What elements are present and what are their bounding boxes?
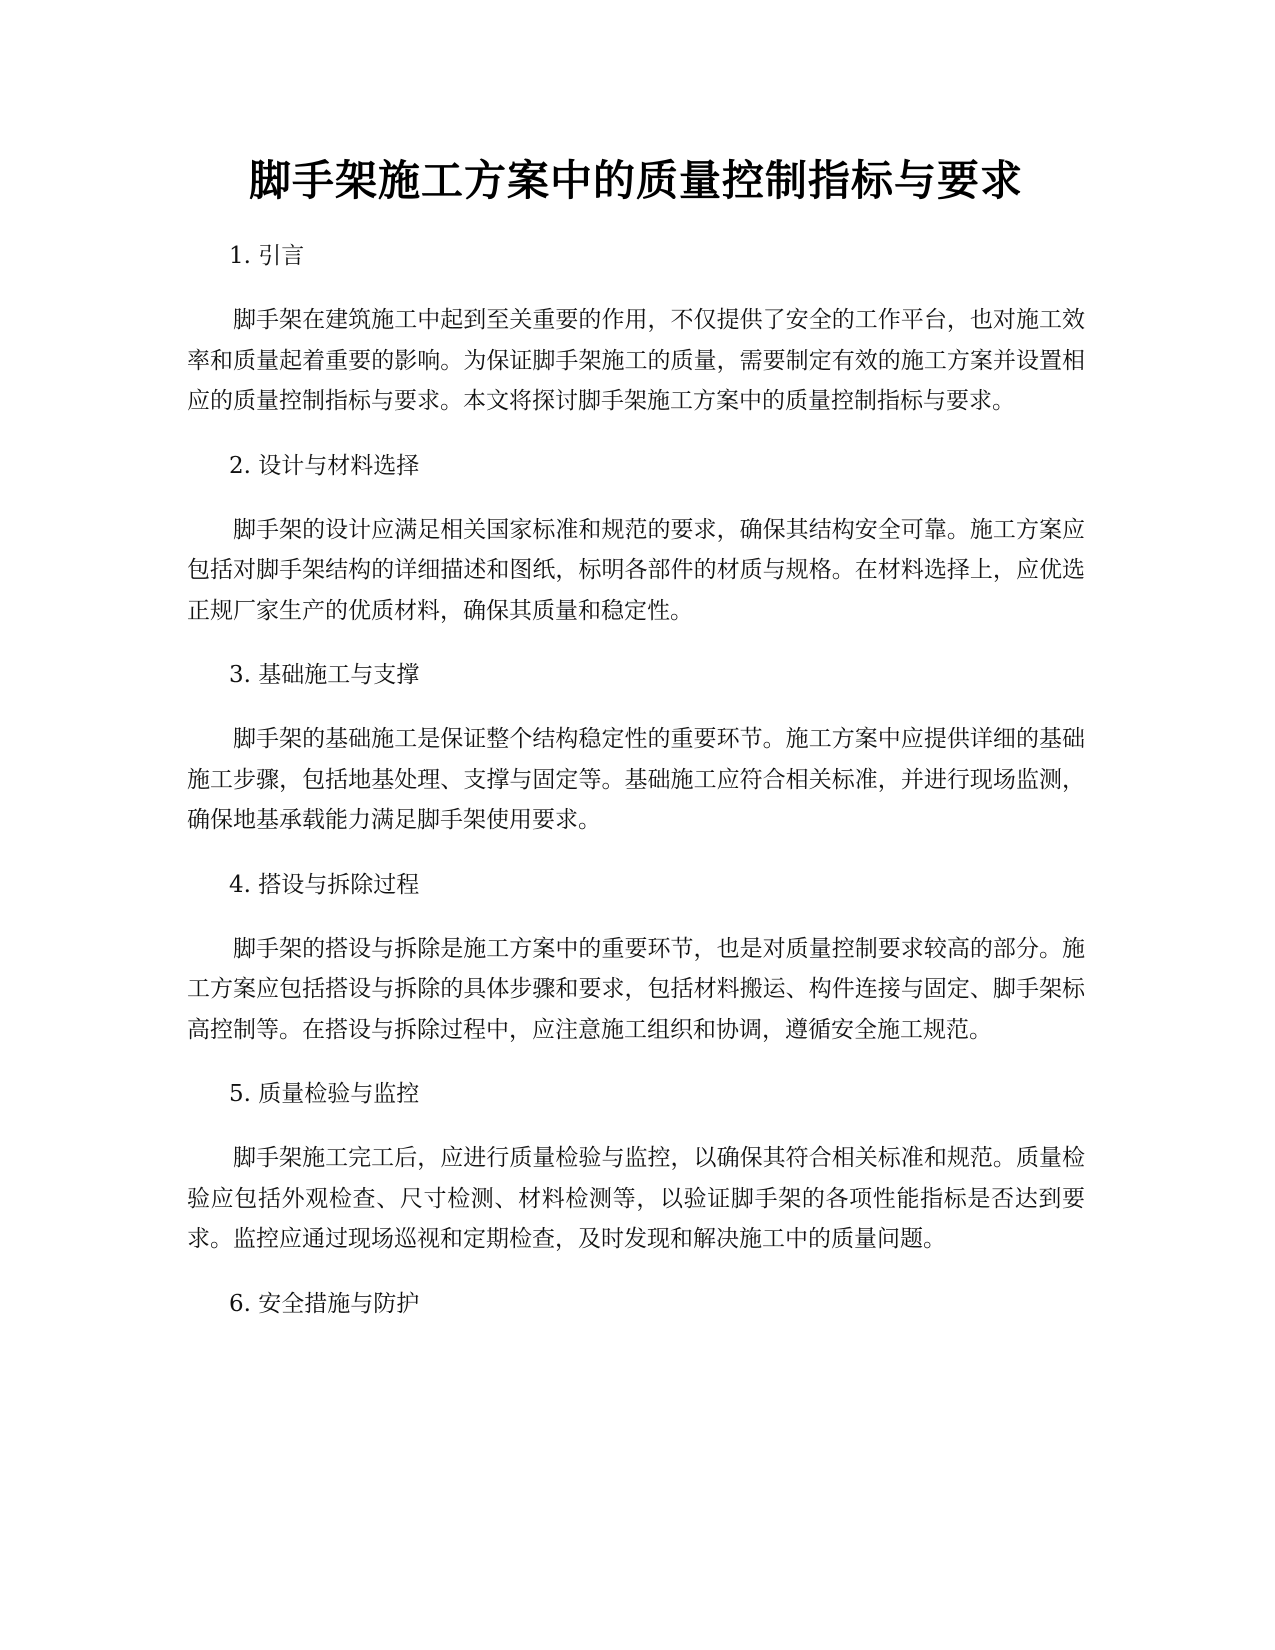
- section-heading: 6. 安全措施与防护: [229, 1290, 420, 1317]
- section-paragraph: 脚手架施工完工后，应进行质量检验与监控，以确保其符合相关标准和规范。质量检验应包括外观检查、尺寸检测、材料检测等，以验证脚手架的各项性能指标是否达到要求。监控应通过现场巡视和定期检查，及时发现和解决施工中的质量问题。: [187, 1145, 1085, 1252]
- section-paragraph: 脚手架的设计应满足相关国家标准和规范的要求，确保其结构安全可靠。施工方案应包括对脚手架结构的详细描述和图纸，标明各部件的材质与规格。在材料选择上，应优选正规厂家生产的优质材料，确保其质量和稳定性。: [187, 516, 1085, 624]
- section-erection-removal: [187, 865, 1085, 1075]
- section-design-materials: [187, 446, 1085, 656]
- document-title: 脚手架施工方案中的质量控制指标与要求: [248, 156, 1023, 205]
- section-introduction: [187, 236, 1085, 446]
- section-heading: 4. 搭设与拆除过程: [229, 871, 420, 898]
- section-paragraph: 脚手架的搭设与拆除是施工方案中的重要环节，也是对质量控制要求较高的部分。施工方案应包括搭设与拆除的具体步骤和要求，包括材料搬运、构件连接与固定、脚手架标高控制等。在搭设与拆除过程中，应注意施工组织和协调，遵循安全施工规范。: [187, 935, 1085, 1043]
- document-page: [187, 150, 1085, 1324]
- section-paragraph: 脚手架的基础施工是保证整个结构稳定性的重要环节。施工方案中应提供详细的基础施工步骤，包括地基处理、支撑与固定等。基础施工应符合相关标准，并进行现场监测，确保地基承载能力满足脚手架使用要求。: [187, 726, 1085, 833]
- section-quality-inspection: [187, 1074, 1085, 1284]
- section-heading: 2. 设计与材料选择: [229, 452, 420, 479]
- section-heading: 3. 基础施工与支撑: [229, 662, 420, 688]
- section-safety-measures: [187, 1284, 1085, 1324]
- section-paragraph: 脚手架在建筑施工中起到至关重要的作用，不仅提供了安全的工作平台，也对施工效率和质量起着重要的影响。为保证脚手架施工的质量，需要制定有效的施工方案并设置相应的质量控制指标与要求。本文将探讨脚手架施工方案中的质量控制指标与要求。: [187, 307, 1085, 414]
- section-heading: 5. 质量检验与监控: [229, 1081, 420, 1107]
- section-heading: 1. 引言: [229, 243, 305, 269]
- section-foundation-support: [187, 655, 1085, 865]
